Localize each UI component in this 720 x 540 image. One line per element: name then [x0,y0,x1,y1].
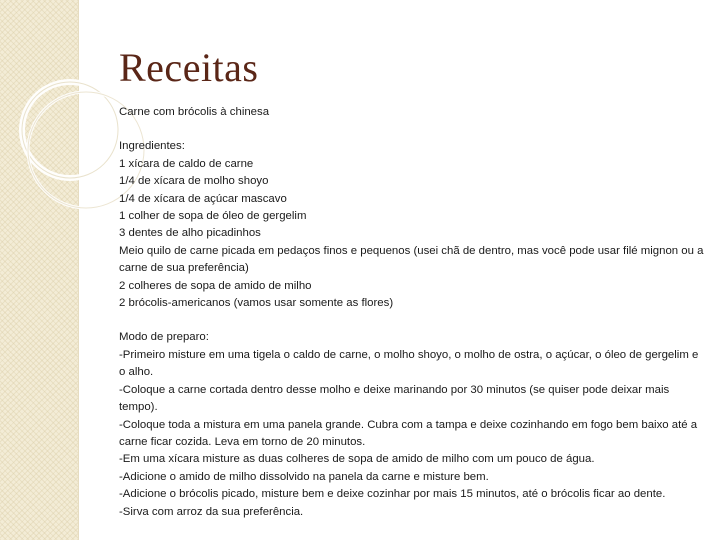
ingredients-heading: Ingredientes: [119,140,185,153]
ingredient-item: 1/4 de xícara de açúcar mascavo [119,192,287,205]
method-step: -Coloque toda a mistura em uma panela grande. Cubra com a tampa e deixe cozinhando em fogo bem baixo até a carne ficar cozida. Leva em torno de 20 minutos. [119,418,698,448]
ingredient-item: 3 dentes de alho picadinhos [119,227,261,240]
method-step: -Em uma xícara misture as duas colheres de sopa de amido de milho com um pouco de água. [119,453,595,466]
method-step: -Primeiro misture em uma tigela o caldo de carne, o molho shoyo, o molho de ostra, o açúcar, o óleo de gergelim e o alho. [119,348,699,379]
recipe-content [119,104,704,521]
method-step: -Adicione o amido de milho dissolvido na panela da carne e misture bem. [119,470,489,483]
ingredient-item: 2 colheres de sopa de amido de milho [119,279,312,292]
method-step: -Coloque a carne cortada dentro desse molho e deixe marinando por 30 minutos (se quiser pode deixar mais tempo). [119,383,670,414]
ingredient-item: 1/4 de xícara de molho shoyo [119,175,269,188]
ingredient-item: 1 colher de sopa de óleo de gergelim [119,210,307,223]
recipe-name: Carne com brócolis à chinesa [119,106,270,118]
page-title: Receitas [119,45,259,90]
ingredient-item: Meio quilo de carne picada em pedaços finos e pequenos (usei chã de dentro, mas você pode usar filé mignon ou a carne de sua preferência) [119,244,704,275]
decorative-sidebar [0,0,79,540]
method-step: -Adicione o brócolis picado, misture bem e deixe cozinhar por mais 15 minutos, até o brócolis ficar ao dente. [119,488,666,501]
ingredient-item: 2 brócolis-americanos (vamos usar somente as flores) [119,297,394,310]
ingredient-item: 1 xícara de caldo de carne [119,157,254,170]
method-heading: Modo de preparo: [119,331,209,344]
method-step: -Sirva com arroz da sua preferência. [119,505,304,518]
